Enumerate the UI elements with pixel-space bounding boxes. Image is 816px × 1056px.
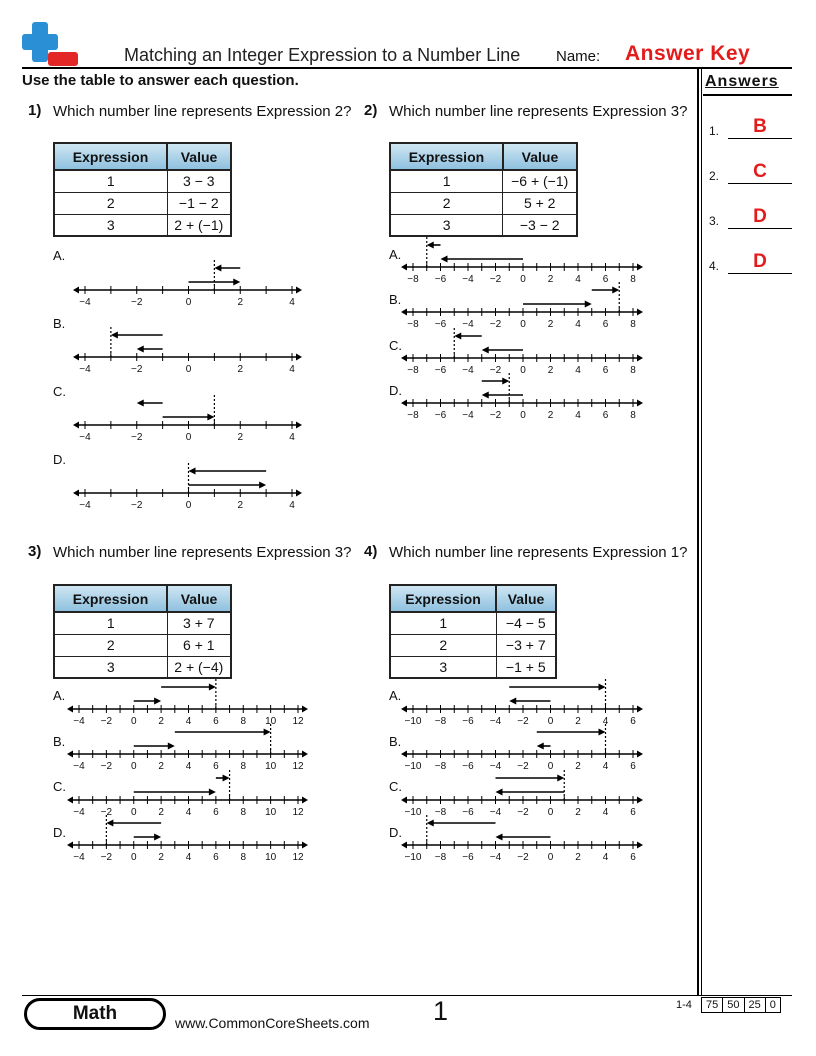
table-row (54, 656, 231, 678)
answer-letter: B (753, 116, 767, 137)
tick-label: 6 (213, 761, 219, 772)
axis-arrow-right-icon (302, 842, 308, 849)
tick-label: 0 (130, 716, 137, 727)
tick-label: 10 (265, 852, 277, 863)
tick-label: 4 (602, 761, 609, 772)
first-move-arrow-head-icon (259, 482, 266, 489)
tick-label: −2 (517, 761, 529, 772)
first-move-arrow-head-icon (168, 743, 175, 750)
option-label[interactable]: A. (53, 688, 66, 703)
site-url[interactable]: www.CommonCoreSheets.com (175, 1015, 370, 1031)
header-divider (22, 67, 792, 69)
answer-letter: D (753, 251, 767, 272)
tick-label: 4 (185, 761, 192, 772)
tick-label: 0 (547, 807, 554, 818)
tick-label: 0 (520, 274, 526, 285)
tick-label: −2 (489, 319, 502, 330)
tick-label: 2 (547, 365, 554, 376)
axis-arrow-right-icon (637, 751, 643, 758)
cell: 2 + (−4) (167, 656, 231, 678)
tick-label: 2 (237, 500, 244, 511)
tick-label: −6 (462, 761, 474, 772)
axis-arrow-left-icon (73, 490, 79, 497)
tick-label: 0 (520, 410, 526, 421)
tick-label: 12 (292, 761, 304, 772)
tick-label: 2 (575, 716, 581, 727)
tick-label: −10 (404, 852, 422, 863)
axis-arrow-left-icon (401, 355, 407, 362)
tick-label: −10 (404, 761, 422, 772)
tick-label: 0 (520, 365, 526, 376)
axis-arrow-left-icon (401, 797, 407, 804)
tick-label: 8 (630, 365, 636, 376)
tick-label: 0 (185, 297, 192, 308)
answer-column-divider-inner (701, 67, 702, 995)
tick-label: 2 (158, 807, 164, 818)
option-label[interactable]: B. (389, 734, 402, 749)
tick-label: −2 (489, 274, 502, 285)
tick-label: 2 (547, 274, 554, 285)
table-row (390, 192, 577, 214)
tick-label: −4 (489, 852, 502, 863)
tick-label: 2 (158, 852, 164, 863)
tick-label: −2 (517, 852, 529, 863)
tick-label: −10 (404, 716, 422, 727)
tick-label: 4 (289, 432, 295, 443)
tick-label: 6 (630, 807, 636, 818)
cell: 2 + (−1) (167, 214, 231, 236)
option-label[interactable]: C. (53, 779, 66, 794)
table-row (54, 192, 231, 214)
axis-arrow-left-icon (73, 422, 79, 429)
page-number: 1 (433, 996, 449, 1026)
tick-label: 4 (602, 852, 609, 863)
first-move-arrow-head-icon (137, 346, 144, 353)
second-move-arrow-head-icon (189, 468, 196, 475)
first-move-arrow-head-icon (207, 414, 214, 421)
axis-arrow-right-icon (302, 706, 308, 713)
cell: 1 (54, 612, 167, 634)
cell: −6 + (−1) (503, 170, 577, 192)
first-move-arrow-head-icon (496, 789, 503, 796)
tick-label: 2 (547, 410, 554, 421)
expression-table (389, 142, 578, 237)
answer-blank[interactable] (728, 273, 792, 274)
question-number: 3) (28, 543, 42, 560)
tick-label: 4 (602, 716, 609, 727)
answer-letter: C (753, 161, 767, 182)
tick-label: −4 (79, 364, 91, 375)
second-move-arrow-head-icon (106, 820, 113, 827)
first-move-arrow-head-icon (537, 743, 544, 750)
option-label[interactable]: C. (53, 384, 66, 399)
tick-label: −2 (517, 716, 529, 727)
second-move-arrow-head-icon (137, 400, 144, 407)
tick-label: −4 (489, 761, 502, 772)
tick-label: −2 (517, 807, 529, 818)
plus-minus-logo-icon (22, 22, 80, 68)
tick-label: 2 (158, 716, 164, 727)
axis-arrow-right-icon (637, 706, 643, 713)
axis-arrow-left-icon (67, 751, 73, 758)
tick-label: −8 (434, 852, 447, 863)
axis-arrow-right-icon (296, 287, 302, 294)
first-move-arrow-head-icon (154, 834, 161, 841)
tick-label: 10 (265, 807, 277, 818)
tick-label: 0 (130, 761, 137, 772)
tick-label: 8 (240, 807, 247, 818)
axis-arrow-right-icon (637, 264, 643, 271)
answer-blank[interactable] (728, 183, 792, 184)
page-title: Matching an Integer Expression to a Number Line (124, 45, 521, 65)
second-move-arrow-head-icon (209, 684, 216, 691)
tick-label: 6 (213, 807, 219, 818)
tick-label: 10 (265, 716, 277, 727)
cell: 6 + 1 (167, 634, 231, 656)
first-move-arrow-head-icon (154, 698, 161, 705)
tick-label: −8 (407, 274, 419, 285)
tick-label: 2 (237, 364, 244, 375)
option-label[interactable]: B. (53, 316, 66, 331)
tick-label: 8 (240, 852, 247, 863)
cell: 5 + 2 (503, 192, 577, 214)
tick-label: −8 (434, 716, 447, 727)
tick-label: 0 (130, 807, 137, 818)
question-number: 2) (364, 102, 378, 119)
tick-label: −2 (489, 410, 502, 421)
tick-label: −6 (462, 716, 474, 727)
axis-arrow-left-icon (401, 264, 407, 271)
axis-arrow-left-icon (67, 842, 73, 849)
first-move-arrow-head-icon (585, 301, 592, 308)
cell: 1 (390, 612, 496, 634)
option-label[interactable]: B. (389, 292, 402, 307)
tick-label: 8 (630, 319, 636, 330)
tick-label: 6 (630, 761, 636, 772)
tick-label: 4 (575, 365, 581, 376)
tick-label: −8 (407, 319, 419, 330)
axis-arrow-right-icon (637, 355, 643, 362)
axis-arrow-left-icon (401, 706, 407, 713)
tick-label: −4 (79, 432, 91, 443)
tick-label: 6 (213, 716, 219, 727)
table-row (54, 214, 231, 236)
score-box: 75 (702, 998, 723, 1012)
table-row (54, 170, 231, 192)
axis-arrow-left-icon (67, 706, 73, 713)
cell: 3 (54, 214, 167, 236)
tick-label: 6 (630, 852, 636, 863)
answer-number: 4. (709, 259, 720, 273)
question-number: 1) (28, 102, 42, 119)
header-value: Value (167, 143, 231, 170)
tick-label: 2 (575, 852, 581, 863)
answer-number: 2. (709, 169, 720, 183)
second-move-arrow-head-icon (599, 684, 606, 691)
tick-label: 2 (158, 761, 164, 772)
tick-label: −8 (407, 365, 419, 376)
tick-label: 6 (602, 274, 609, 285)
question-text: Which number line represents Expression 2? (53, 103, 352, 120)
tick-label: 4 (575, 410, 581, 421)
instructions: Use the table to answer each question. (22, 72, 299, 89)
tick-label: 8 (240, 761, 247, 772)
header-value: Value (496, 585, 556, 612)
tick-label: −4 (73, 716, 85, 727)
tick-label: −8 (407, 410, 419, 421)
tick-label: 12 (292, 852, 304, 863)
axis-arrow-left-icon (401, 309, 407, 316)
tick-label: −8 (434, 807, 447, 818)
axis-arrow-left-icon (67, 797, 73, 804)
second-move-arrow-head-icon (612, 287, 619, 294)
tick-label: −4 (462, 274, 474, 285)
tick-label: 0 (185, 364, 192, 375)
first-move-arrow-head-icon (509, 698, 516, 705)
tick-label: 0 (547, 761, 554, 772)
tick-label: 2 (237, 297, 244, 308)
option-label[interactable]: B. (53, 734, 66, 749)
second-move-arrow-head-icon (502, 378, 509, 385)
cell: −3 + 7 (496, 634, 556, 656)
tick-label: −2 (100, 807, 113, 818)
cell: 2 (390, 192, 503, 214)
tick-label: −2 (100, 716, 113, 727)
tick-label: −6 (462, 852, 474, 863)
tick-label: −2 (131, 500, 143, 511)
cell: −1 + 5 (496, 656, 556, 678)
tick-label: 0 (547, 716, 554, 727)
tick-label: 4 (575, 319, 581, 330)
answer-blank[interactable] (728, 138, 792, 139)
option-label[interactable]: D. (389, 383, 402, 398)
tick-label: −4 (79, 297, 91, 308)
score-boxes (701, 997, 781, 1013)
tick-label: 0 (185, 432, 192, 443)
option-label[interactable]: A. (389, 247, 402, 262)
second-move-arrow-head-icon (557, 775, 564, 782)
score-box: 0 (769, 999, 776, 1011)
header-expression: Expression (54, 143, 167, 170)
tick-label: 6 (602, 410, 609, 421)
option-label[interactable]: D. (53, 825, 66, 840)
first-move-arrow-head-icon (482, 392, 489, 399)
table-row (390, 612, 556, 634)
cell: 3 (54, 656, 167, 678)
tick-label: 8 (630, 410, 636, 421)
first-move-arrow-head-icon (209, 789, 216, 796)
tick-label: 2 (237, 432, 244, 443)
score-box: 25 (745, 998, 766, 1012)
option-label[interactable]: D. (389, 825, 402, 840)
first-move-arrow-head-icon (233, 279, 240, 286)
answers-heading-rule (703, 94, 792, 96)
cell: 1 (390, 170, 503, 192)
header-expression: Expression (54, 585, 167, 612)
table-row (54, 612, 231, 634)
tick-label: 4 (289, 364, 295, 375)
tick-label: −2 (131, 364, 143, 375)
table-row (390, 634, 556, 656)
tick-label: −4 (73, 761, 85, 772)
second-move-arrow-head-icon (427, 820, 434, 827)
tick-label: 2 (575, 807, 581, 818)
axis-arrow-right-icon (637, 309, 643, 316)
axis-arrow-right-icon (637, 400, 643, 407)
header-expression: Expression (390, 585, 496, 612)
answer-blank[interactable] (728, 228, 792, 229)
tick-label: 8 (240, 716, 247, 727)
table-row (390, 656, 556, 678)
second-move-arrow-head-icon (214, 265, 221, 272)
tick-label: −6 (434, 365, 447, 376)
axis-arrow-left-icon (401, 400, 407, 407)
tick-label: 2 (575, 761, 581, 772)
answer-column-divider (697, 67, 699, 995)
header-expression: Expression (390, 143, 503, 170)
tick-label: 4 (575, 274, 581, 285)
cell: 2 (54, 192, 167, 214)
footer-divider (22, 995, 792, 996)
answer-number: 1. (709, 124, 720, 138)
question-text: Which number line represents Expression 3? (389, 103, 688, 120)
tick-label: 0 (185, 500, 192, 511)
axis-arrow-right-icon (637, 842, 643, 849)
axis-arrow-left-icon (401, 751, 407, 758)
tick-label: −2 (100, 761, 113, 772)
second-move-arrow-head-icon (454, 333, 461, 340)
tick-label: −2 (489, 365, 502, 376)
cell: −4 − 5 (496, 612, 556, 634)
tick-label: −4 (73, 852, 85, 863)
option-label[interactable]: A. (389, 688, 402, 703)
axis-arrow-right-icon (296, 354, 302, 361)
tick-label: 0 (520, 319, 526, 330)
answer-key-label: Answer Key (625, 42, 751, 65)
header-value: Value (167, 585, 231, 612)
question-range: 1-4 (676, 999, 692, 1011)
tick-label: 6 (602, 319, 609, 330)
second-move-arrow-head-icon (599, 729, 606, 736)
expression-table (389, 584, 557, 679)
answers-heading: Answers (705, 73, 779, 90)
tick-label: −8 (434, 761, 447, 772)
logo (22, 22, 80, 68)
answer-number: 3. (709, 214, 720, 228)
table-row (54, 634, 231, 656)
score-box: 50 (723, 998, 744, 1012)
cell: 3 − 3 (167, 170, 231, 192)
tick-label: −6 (434, 410, 447, 421)
tick-label: 4 (185, 716, 192, 727)
tick-label: −4 (79, 500, 91, 511)
name-label: Name: (556, 48, 601, 65)
axis-arrow-right-icon (637, 797, 643, 804)
tick-label: 4 (602, 807, 609, 818)
tick-label: −10 (404, 807, 422, 818)
option-label[interactable]: C. (389, 779, 402, 794)
second-move-arrow-head-icon (223, 775, 230, 782)
header-value: Value (503, 143, 577, 170)
tick-label: −2 (100, 852, 113, 863)
axis-arrow-left-icon (73, 287, 79, 294)
axis-arrow-right-icon (302, 751, 308, 758)
axis-arrow-left-icon (73, 354, 79, 361)
tick-label: 4 (289, 500, 295, 511)
tick-label: 0 (130, 852, 137, 863)
axis-arrow-right-icon (296, 490, 302, 497)
tick-label: −4 (462, 319, 474, 330)
question-text: Which number line represents Expression 1? (389, 544, 688, 561)
tick-label: −4 (462, 365, 474, 376)
tick-label: −4 (489, 807, 502, 818)
cell: 3 + 7 (167, 612, 231, 634)
tick-label: 12 (292, 716, 304, 727)
option-label[interactable]: C. (389, 338, 402, 353)
option-label[interactable]: D. (53, 452, 66, 467)
tick-label: −4 (462, 410, 474, 421)
cell: 2 (54, 634, 167, 656)
first-move-arrow-head-icon (496, 834, 503, 841)
cell: 2 (390, 634, 496, 656)
tick-label: −2 (131, 297, 143, 308)
second-move-arrow-head-icon (111, 332, 118, 339)
answer-letter: D (753, 206, 767, 227)
tick-label: −4 (489, 716, 502, 727)
axis-arrow-right-icon (302, 797, 308, 804)
cell: 1 (54, 170, 167, 192)
subject-badge: Math (24, 998, 166, 1030)
first-move-arrow-head-icon (482, 347, 489, 354)
expression-table (53, 584, 232, 679)
cell: −3 − 2 (503, 214, 577, 236)
tick-label: 8 (630, 274, 636, 285)
question-number: 4) (364, 543, 378, 560)
cell: 3 (390, 214, 503, 236)
tick-label: 2 (547, 319, 554, 330)
tick-label: 4 (185, 852, 192, 863)
first-move-arrow-head-icon (441, 256, 448, 263)
tick-label: −4 (73, 807, 85, 818)
option-label[interactable]: A. (53, 248, 66, 263)
cell: −1 − 2 (167, 192, 231, 214)
tick-label: 6 (602, 365, 609, 376)
tick-label: 6 (630, 716, 636, 727)
tick-label: 4 (289, 297, 295, 308)
table-row (390, 170, 577, 192)
tick-label: 12 (292, 807, 304, 818)
tick-label: −6 (434, 274, 447, 285)
tick-label: 4 (185, 807, 192, 818)
second-move-arrow-head-icon (427, 242, 434, 249)
expression-table (53, 142, 232, 237)
tick-label: −2 (131, 432, 143, 443)
cell: 3 (390, 656, 496, 678)
axis-arrow-left-icon (401, 842, 407, 849)
question-text: Which number line represents Expression 3? (53, 544, 352, 561)
table-row (390, 214, 577, 236)
tick-label: −6 (434, 319, 447, 330)
tick-label: 10 (265, 761, 277, 772)
second-move-arrow-head-icon (264, 729, 271, 736)
tick-label: 0 (547, 852, 554, 863)
tick-label: 6 (213, 852, 219, 863)
tick-label: −6 (462, 807, 474, 818)
axis-arrow-right-icon (296, 422, 302, 429)
